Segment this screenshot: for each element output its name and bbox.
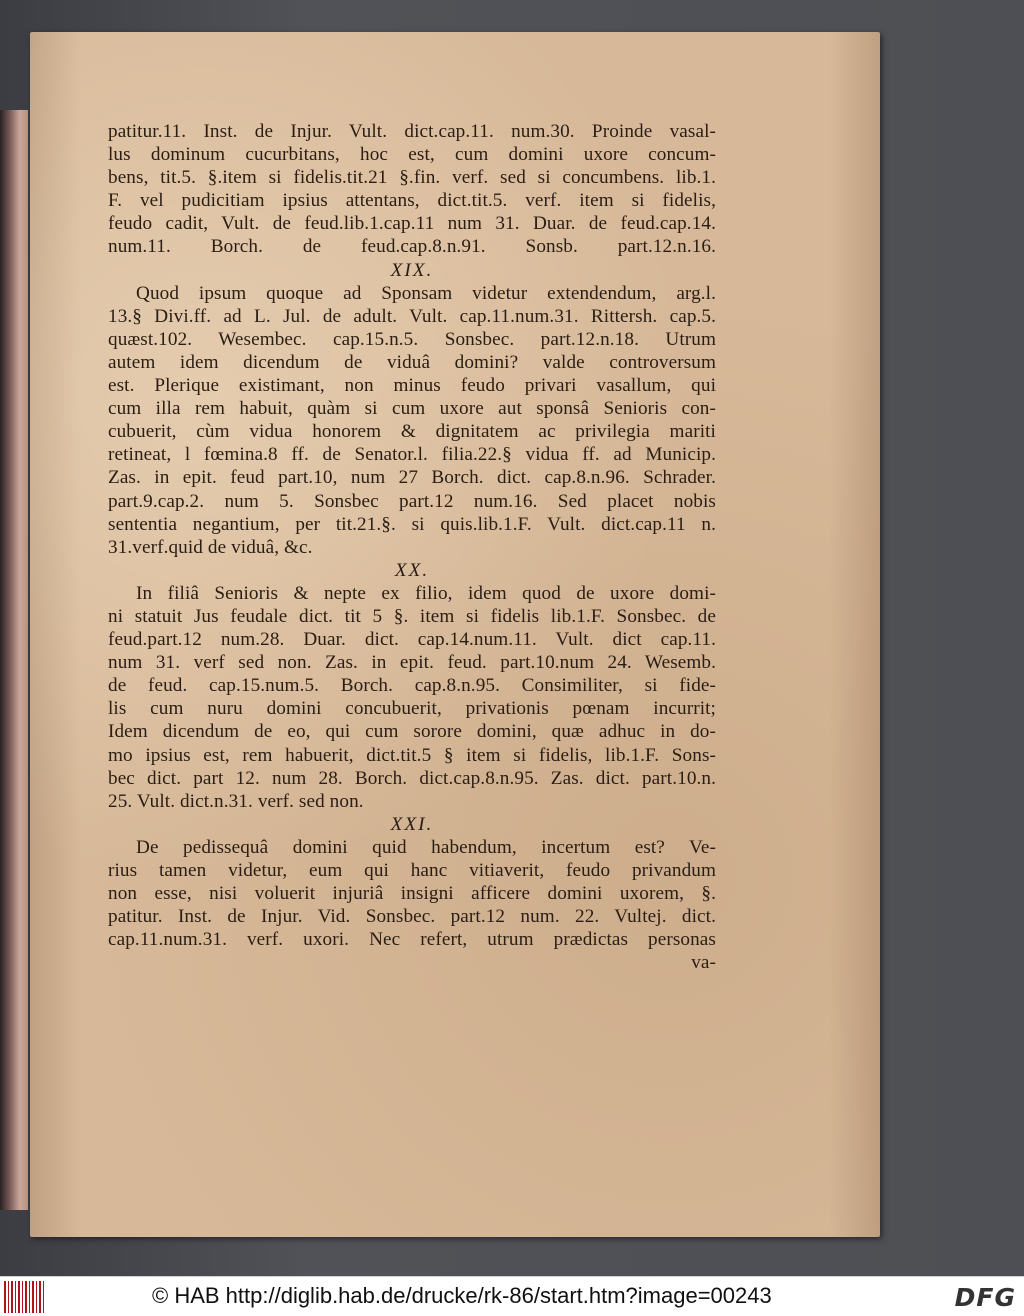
- text-line: feud.part.12 num.28. Duar. dict. cap.14.num.11. Vult. dict cap.11.: [108, 629, 716, 651]
- text-line: ni statuit Jus feudale dict. tit 5 §. item si fidelis lib.1.F. Sonsbec. de: [108, 605, 716, 627]
- text-line: De pedissequâ domini quid habendum, incertum est? Ve-: [136, 836, 716, 858]
- text-line: de feud. cap.15.num.5. Borch. cap.8.n.95. Consimiliter, si fide-: [108, 675, 716, 697]
- text-line: autem idem dicendum de viduâ domini? valde controversum: [108, 351, 716, 373]
- text-line: In filiâ Senioris & nepte ex filio, idem quod de uxore domi-: [136, 582, 716, 604]
- text-line: patitur. Inst. de Injur. Vid. Sonsbec. part.12 num. 22. Vultej. dict.: [108, 906, 716, 928]
- text-line: cum illa rem habuit, quàm si cum uxore aut sponsâ Senioris con-: [108, 398, 716, 420]
- text-line: lus dominum cucurbitans, hoc est, cum domini uxore concum-: [108, 144, 716, 166]
- text-line: va-: [691, 952, 716, 974]
- text-line: patitur.11. Inst. de Injur. Vult. dict.cap.11. num.30. Proinde vasal-: [108, 121, 716, 142]
- text-line: num.11. Borch. de feud.cap.8.n.91. Sonsb. part.12.n.16.: [108, 236, 716, 258]
- text-line: bens, tit.5. §.item si fidelis.tit.21 §.fin. verf. sed si concumbens. lib.1.: [108, 167, 716, 189]
- text-line: quæst.102. Wesembec. cap.15.n.5. Sonsbec. part.12.n.18. Utrum: [108, 328, 716, 350]
- text-line: mo ipsius est, rem habuerit, dict.tit.5 § item si fidelis, lib.1.F. Sons-: [108, 744, 716, 766]
- text-line: lis cum nuru domini concubuerit, privationis pœnam incurrit;: [108, 698, 716, 720]
- text-line: F. vel pudicitiam ipsius attentans, dict.tit.5. verf. item si fidelis,: [108, 190, 716, 212]
- text-line: 13.§ Divi.ff. ad L. Jul. de adult. Vult. cap.11.num.31. Rittersh. cap.5.: [108, 305, 716, 327]
- text-line: num 31. verf sed non. Zas. in epit. feud. part.10.num 24. Wesemb.: [108, 652, 716, 674]
- footer-bar: [0, 1276, 1024, 1316]
- section-heading: XXI.: [390, 813, 434, 835]
- dfg-logo: DFG: [954, 1283, 1016, 1312]
- text-line: Quod ipsum quoque ad Sponsam videtur extendendum, arg.l.: [136, 282, 716, 304]
- text-line: rius tamen videtur, eum qui hanc vitiaverit, feudo privandum: [108, 860, 716, 881]
- section-heading: XX.: [394, 559, 430, 581]
- text-line: cap.11.num.31. verf. uxori. Nec refert, utrum prædictas personas: [108, 929, 716, 951]
- text-line: 25. Vult. dict.n.31. verf. sed non.: [108, 790, 364, 812]
- book-page: [30, 32, 880, 1237]
- text-line: part.9.cap.2. num 5. Sonsbec part.12 num.16. Sed placet nobis: [108, 490, 716, 512]
- previous-page-edge: [0, 110, 28, 1210]
- text-line: non esse, nisi voluerit injuriâ insigni afficere domini uxorem, §.: [108, 883, 716, 905]
- text-line: feudo cadit, Vult. de feud.lib.1.cap.11 num 31. Duar. de feud.cap.14.: [108, 213, 716, 235]
- text-line: sententia negantium, per tit.21.§. si quis.lib.1.F. Vult. dict.cap.11 n.: [108, 513, 716, 535]
- text-line: 31.verf.quid de viduâ, &c.: [108, 536, 313, 558]
- text-line: est. Plerique existimant, non minus feudo privari vasallum, qui: [108, 375, 716, 397]
- hab-barcode-icon: [4, 1281, 46, 1313]
- text-line: bec dict. part 12. num 28. Borch. dict.cap.8.n.95. Zas. dict. part.10.n.: [108, 767, 716, 789]
- text-line: cubuerit, cùm vidua honorem & dignitatem ac privilegia mariti: [108, 421, 716, 443]
- text-line: Zas. in epit. feud part.10, num 27 Borch. dict. cap.8.n.96. Schrader.: [108, 467, 716, 489]
- text-line: retineat, l fœmina.8 ff. de Senator.l. filia.22.§ vidua ff. ad Municip.: [108, 444, 716, 466]
- text-line: Idem dicendum de eo, qui cum sorore domini, quæ adhuc in do-: [108, 721, 716, 743]
- section-heading: XIX.: [390, 259, 434, 281]
- page-text: [108, 120, 716, 974]
- footer-credit[interactable]: © HAB http://diglib.hab.de/drucke/rk-86/start.htm?image=00243: [152, 1283, 772, 1308]
